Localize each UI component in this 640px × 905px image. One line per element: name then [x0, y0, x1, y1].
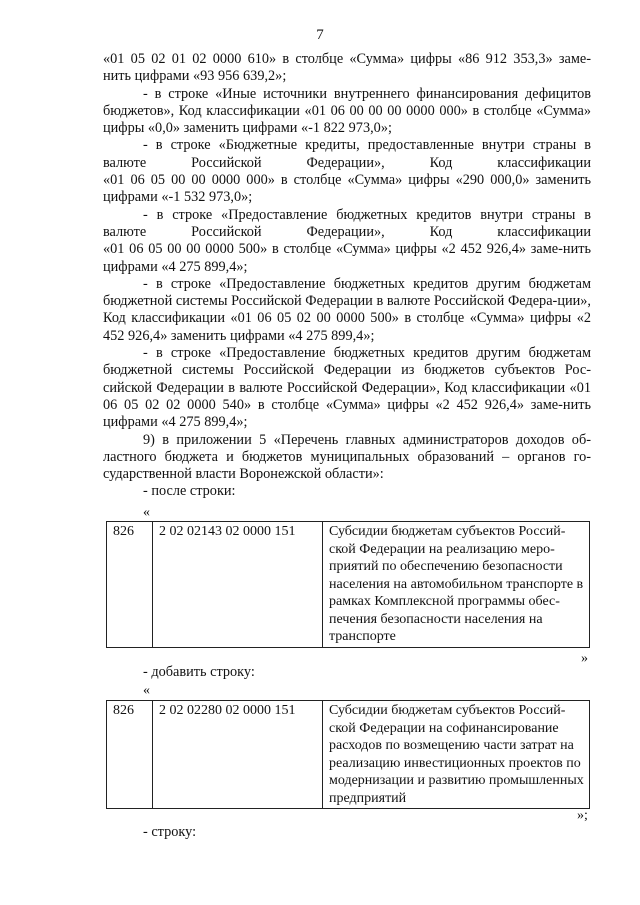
paragraph-line: «01 05 02 01 02 0000 610» в столбце «Сумма» цифры «86 912 353,3» заме-: [103, 51, 591, 67]
word: Федерации»,: [306, 154, 385, 171]
paragraph: 9) в приложении 5 «Перечень главных администраторов доходов об-ластного бюджета и бюджетов муниципальных образований – органов го-сударственной власти Воронежской области»:: [103, 431, 591, 483]
amendment-table-1: [106, 521, 590, 648]
admin-code-cell: 826: [107, 522, 153, 648]
income-name-cell: Субсидии бюджетам субъектов Россий-ской Федерации на софинансирование расходов по возмещению части затрат на реализацию инвестиционных проектов по модернизации и развитию промышленных предприятий: [323, 701, 590, 809]
quote-close-mark: »;: [577, 808, 588, 823]
quote-close-mark: »: [581, 651, 588, 666]
paragraph-line: нить цифрами «93 956 639,2»;: [103, 68, 287, 85]
paragraph-line: - в строке «Предоставление бюджетных кредитов внутри страны в: [143, 206, 591, 223]
table-row: [107, 701, 590, 809]
word: Российской: [191, 154, 262, 171]
row-label: - строку:: [143, 824, 197, 840]
paragraph: - в строке «Предоставление бюджетных кредитов другим бюджетам бюджетной системы Российской Федерации из бюджетов субъектов Рос-сийской Федерации в валюте Российской Федерации», Код классификации «01 06 05 02 02 0000 540» в столбце «Сумма» цифры «2 452 926,4» заме-нить цифрами «4 275 899,4»;: [103, 345, 591, 431]
word: Федерации»,: [306, 223, 385, 240]
word: Код: [429, 154, 453, 171]
body-text: [103, 51, 591, 501]
amendment-table-2: [106, 700, 590, 809]
after-row-label: - после строки:: [143, 483, 236, 500]
word: валюте: [103, 154, 147, 171]
page-number: 7: [316, 27, 324, 43]
income-name-cell: Субсидии бюджетам субъектов Россий-ской Федерации на реализацию меро-приятий по обеспечению безопасности населения на автомобильном транспорте в рамках Комплексной программы обес-печения безопасности населения на транспорте: [323, 522, 590, 648]
spaced-line: [103, 155, 591, 172]
table-row: [107, 522, 590, 648]
paragraph: - в строке «Иные источники внутреннего финансирования дефицитов бюджетов», Код классификации «01 06 00 00 00 0000 000» в столбце «Сумма» цифры «0,0» заменить цифрами «-1 822 973,0»;: [103, 85, 591, 137]
word: Российской: [191, 223, 262, 240]
spaced-line: [103, 224, 591, 241]
admin-code-cell: 826: [107, 701, 153, 809]
classification-code-cell: 2 02 02280 02 0000 151: [153, 701, 323, 809]
word: Код: [429, 223, 453, 240]
add-row-label: - добавить строку:: [143, 664, 255, 680]
word: классификации: [497, 223, 591, 240]
word: классификации: [497, 154, 591, 171]
paragraph-line: - в строке «Бюджетные кредиты, предоставленные внутри страны в: [143, 137, 591, 154]
word: валюте: [103, 223, 147, 240]
paragraph: «01 06 05 00 00 0000 000» в столбце «Сумма» цифры «290 000,0» заменить цифрами «-1 532 973,0»;: [103, 172, 591, 206]
paragraph: - в строке «Предоставление бюджетных кредитов другим бюджетам бюджетной системы Российской Федерации в валюте Российской Федера-ции», Код классификации «01 06 05 02 00 0000 500» в столбце «Сумма» цифры «2 452 926,4» заменить цифрами «4 275 899,4»;: [103, 275, 591, 344]
quote-open-mark: «: [143, 683, 150, 698]
classification-code-cell: 2 02 02143 02 0000 151: [153, 522, 323, 648]
paragraph: «01 06 05 00 00 0000 500» в столбце «Сумма» цифры «2 452 926,4» заме-нить цифрами «4 275 899,4»;: [103, 241, 591, 275]
quote-open-mark: «: [143, 505, 150, 520]
